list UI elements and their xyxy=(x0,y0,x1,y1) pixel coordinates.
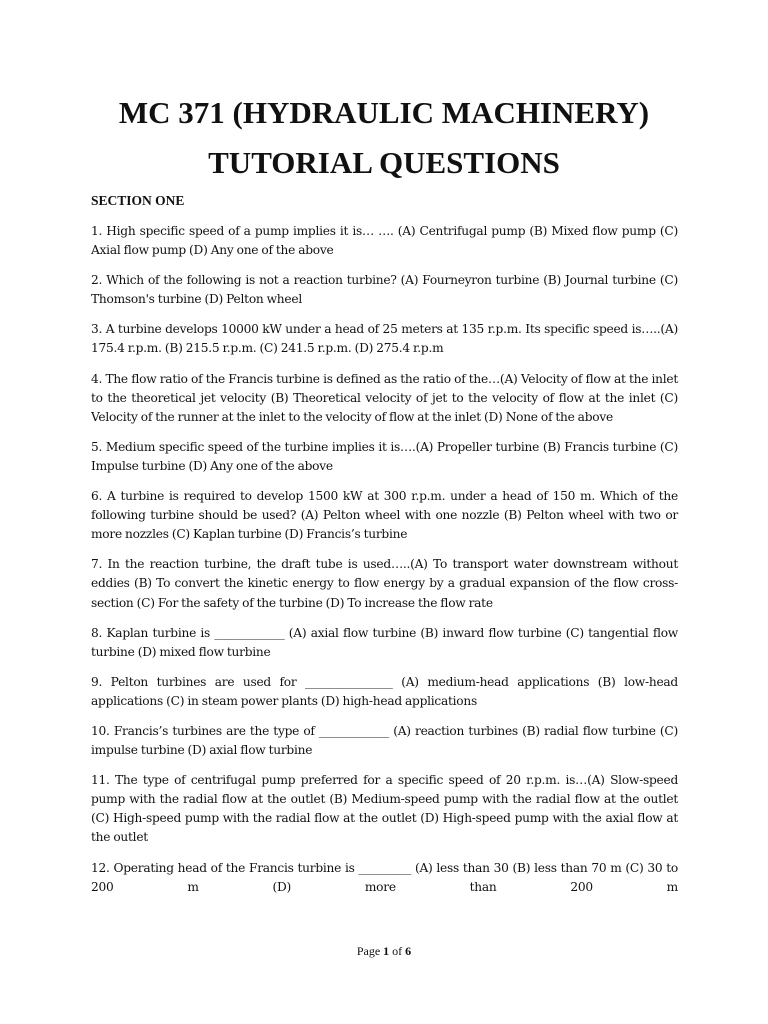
document-subtitle: TUTORIAL QUESTIONS xyxy=(208,145,560,180)
question-item: 4. The flow ratio of the Francis turbine is defined as the ratio of the…(A) Velocity of flow at the inlet to the theoretical jet velocity (B) Theoretical velocity of jet to the velocity of flow at the inlet (C) Velocity of the runner at the inlet to the velocity of flow at the inlet (D) None of the above xyxy=(91,371,678,424)
question-item: 9. Pelton turbines are used for _______________ (A) medium-head applications (B) low-head applications (C) in steam power plants (D) high-head applications xyxy=(91,674,678,708)
question-item: 11. The type of centrifugal pump preferred for a specific speed of 20 r.p.m. is…(A) Slow-speed pump with the radial flow at the outlet (B) Medium-speed pump with the radial flow at the outlet (C) High-speed pump with the radial flow at the outlet (D) High-speed pump with the axial flow at the outlet xyxy=(91,773,678,845)
section-heading: SECTION ONE xyxy=(91,193,185,208)
footer-total-pages: 6 xyxy=(405,944,412,958)
footer-page-number: 1 xyxy=(383,944,390,958)
page-footer xyxy=(0,943,768,959)
question-item: 2. Which of the following is not a reaction turbine? (A) Fourneyron turbine (B) Journal turbine (C) Thomson's turbine (D) Pelton wheel xyxy=(91,273,678,307)
question-item: 5. Medium specific speed of the turbine implies it is….(A) Propeller turbine (B) Francis turbine (C) Impulse turbine (D) Any one of the above xyxy=(91,439,678,473)
footer-of-word: of xyxy=(392,944,403,958)
question-item: 6. A turbine is required to develop 1500 kW at 300 r.p.m. under a head of 150 m. Which of the following turbine should be used? (A) Pelton wheel with one nozzle (B) Pelton wheel with two or more nozzles (C) Kaplan turbine (D) Francis’s turbine xyxy=(91,489,678,542)
question-list xyxy=(91,222,678,908)
question-item: 1. High specific speed of a pump implies it is… …. (A) Centrifugal pump (B) Mixed flow pump (C) Axial flow pump (D) Any one of the above xyxy=(91,224,678,258)
question-item: 8. Kaplan turbine is ____________ (A) axial flow turbine (B) inward flow turbine (C) tangential flow turbine (D) mixed flow turbine xyxy=(91,625,678,659)
question-item: 7. In the reaction turbine, the draft tube is used…..(A) To transport water downstream without eddies (B) To convert the kinetic energy to flow energy by a gradual expansion of the flow cross-section (C) For the safety of the turbine (D) To increase the flow rate xyxy=(91,557,678,610)
question-item: 12. Operating head of the Francis turbine is _________ (A) less than 30 (B) less than 70 m (C) 30 to 200 m (D) more than 200 m xyxy=(91,860,678,894)
question-item: 3. A turbine develops 10000 kW under a head of 25 meters at 135 r.p.m. Its specific speed is…..(A) 175.4 r.p.m. (B) 215.5 r.p.m. (C) 241.5 r.p.m. (D) 275.4 r.p.m xyxy=(91,322,678,356)
footer-page-word: Page xyxy=(356,944,381,958)
document-title: MC 371 (HYDRAULIC MACHINERY) xyxy=(118,95,650,130)
question-item: 10. Francis’s turbines are the type of ____________ (A) reaction turbines (B) radial flow turbine (C) impulse turbine (D) axial flow turbine xyxy=(91,723,678,758)
